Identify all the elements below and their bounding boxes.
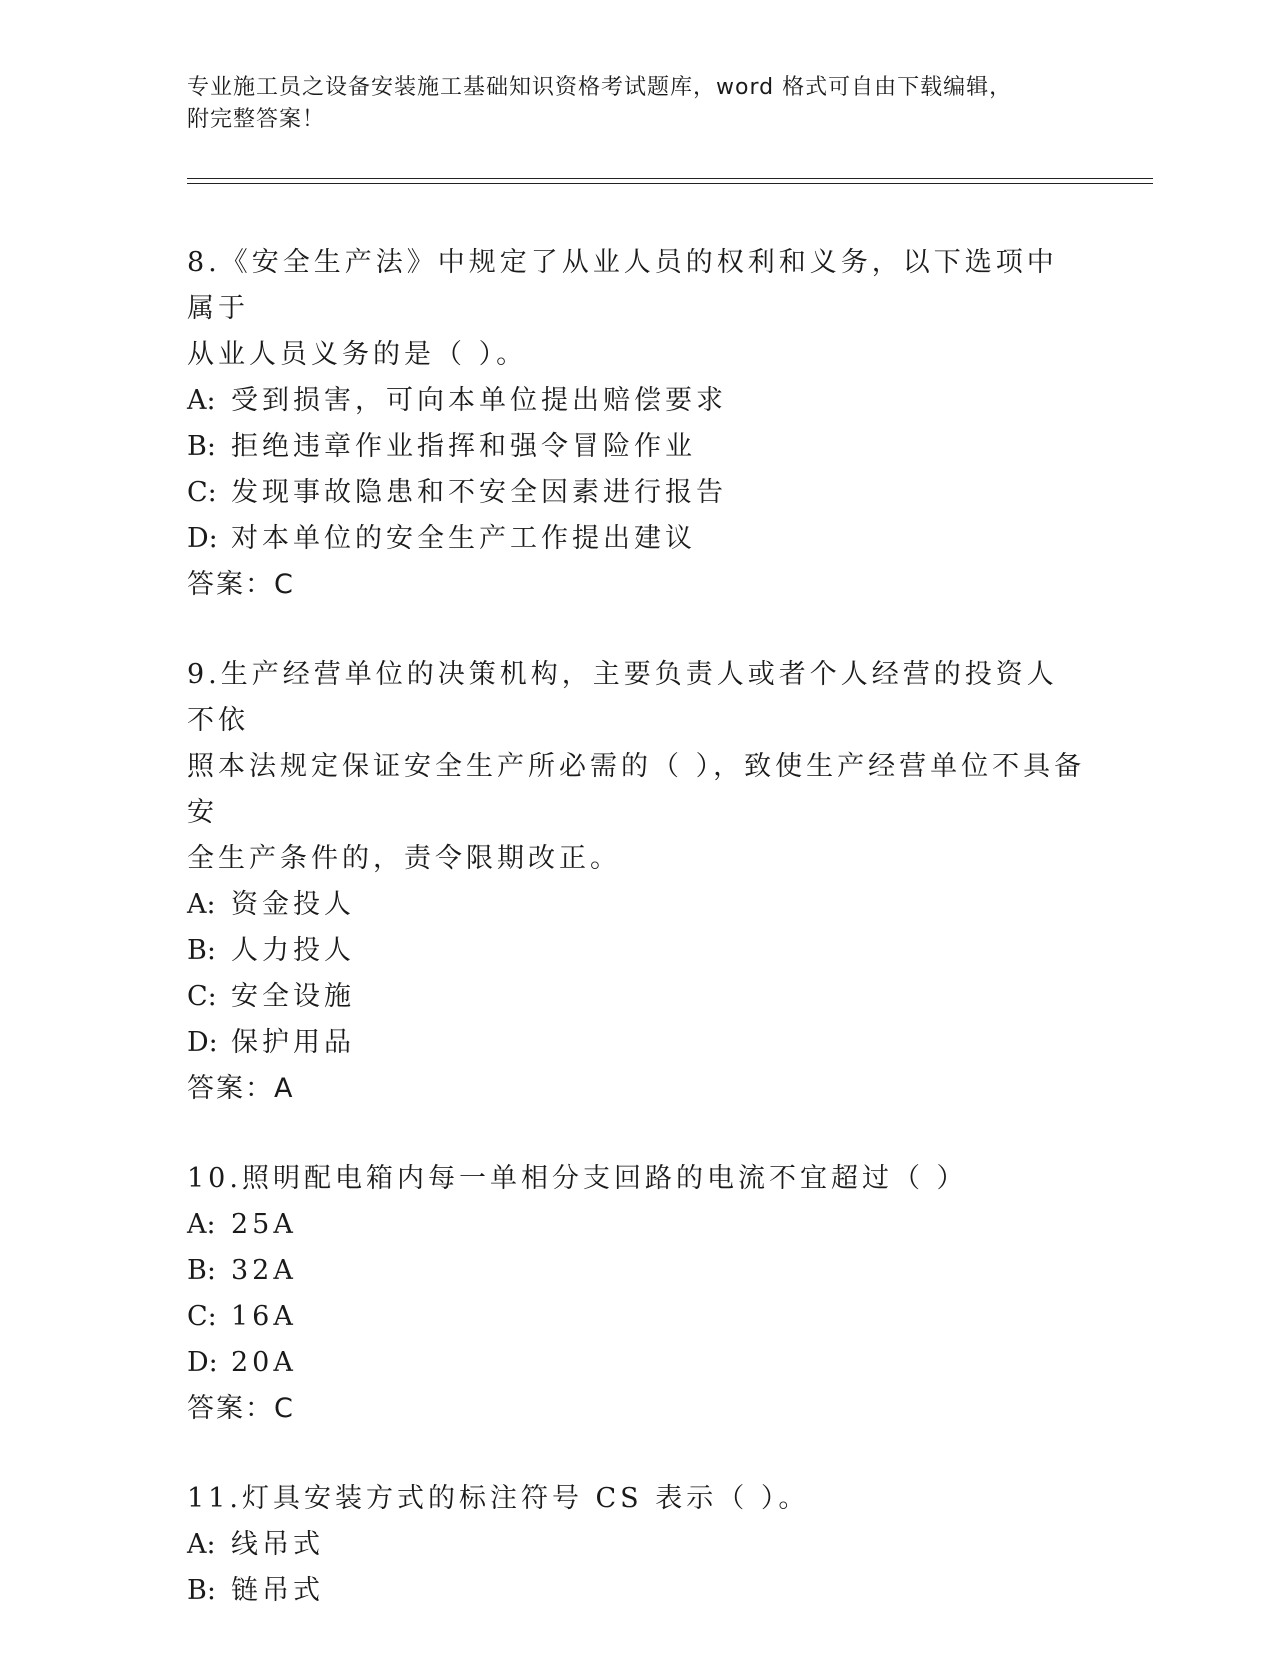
question-list <box>187 240 1087 1658</box>
question-stem-line: 8.《安全生产法》中规定了从业人员的权利和义务，以下选项中属于 <box>187 247 1058 324</box>
header-divider-top <box>187 178 1153 179</box>
question-stem-line: 9.生产经营单位的决策机构，主要负责人或者个人经营的投资人不依 <box>187 659 1058 736</box>
answer-line: 答案：C <box>187 569 295 600</box>
answer-option <box>187 974 1087 1020</box>
option-text: 人力投人 <box>231 935 355 966</box>
answer-option <box>187 1248 1087 1294</box>
option-text: 16A <box>231 1301 297 1332</box>
option-key: C: <box>187 1301 217 1332</box>
option-text: 保护用品 <box>231 1027 355 1058</box>
option-key: D: <box>187 523 218 554</box>
option-text: 对本单位的安全生产工作提出建议 <box>231 523 696 554</box>
answer-option <box>187 1340 1087 1386</box>
option-key: B: <box>187 431 216 462</box>
question-block <box>187 652 1087 1112</box>
header-divider-bottom <box>187 183 1153 184</box>
option-key: C: <box>187 981 217 1012</box>
header-line-1: 专业施工员之设备安装施工基础知识资格考试题库，word 格式可自由下载编辑， <box>187 75 1013 100</box>
option-key: B: <box>187 1575 216 1606</box>
option-text: 20A <box>231 1347 297 1378</box>
question-stem-line: 全生产条件的，责令限期改正。 <box>187 843 621 874</box>
header-line-2: 附完整答案！ <box>187 107 326 132</box>
question-block <box>187 1156 1087 1432</box>
option-text: 受到损害，可向本单位提出赔偿要求 <box>231 385 727 416</box>
answer-option <box>187 928 1087 974</box>
option-text: 拒绝违章作业指挥和强令冒险作业 <box>231 431 696 462</box>
document-header <box>187 72 1067 136</box>
option-key: A: <box>187 385 216 416</box>
answer-option <box>187 1568 1087 1614</box>
question-block <box>187 240 1087 608</box>
option-text: 线吊式 <box>231 1529 324 1560</box>
option-text: 链吊式 <box>231 1575 324 1606</box>
question-stem-line: 照本法规定保证安全生产所必需的（ ），致使生产经营单位不具备安 <box>187 751 1086 828</box>
answer-option <box>187 516 1087 562</box>
question-block <box>187 1476 1087 1614</box>
option-key: C: <box>187 477 217 508</box>
option-key: D: <box>187 1027 218 1058</box>
option-key: D: <box>187 1347 218 1378</box>
answer-option <box>187 424 1087 470</box>
answer-line: 答案：C <box>187 1393 295 1424</box>
option-text: 25A <box>231 1209 297 1240</box>
answer-option <box>187 1522 1087 1568</box>
option-key: B: <box>187 1255 216 1286</box>
option-text: 安全设施 <box>231 981 355 1012</box>
option-text: 32A <box>231 1255 297 1286</box>
option-key: A: <box>187 1209 216 1240</box>
answer-option <box>187 1294 1087 1340</box>
answer-option <box>187 378 1087 424</box>
option-key: A: <box>187 889 216 920</box>
option-text: 资金投人 <box>231 889 355 920</box>
option-key: B: <box>187 935 216 966</box>
answer-line: 答案：A <box>187 1073 295 1104</box>
answer-option <box>187 1020 1087 1066</box>
question-stem-line: 从业人员义务的是（ ）。 <box>187 339 528 370</box>
answer-option <box>187 470 1087 516</box>
question-stem-line: 10.照明配电箱内每一单相分支回路的电流不宜超过（ ） <box>187 1163 968 1194</box>
option-key: A: <box>187 1529 216 1560</box>
answer-option <box>187 1202 1087 1248</box>
question-stem-line: 11.灯具安装方式的标注符号 CS 表示（ ）。 <box>187 1483 810 1514</box>
option-text: 发现事故隐患和不安全因素进行报告 <box>231 477 727 508</box>
answer-option <box>187 882 1087 928</box>
